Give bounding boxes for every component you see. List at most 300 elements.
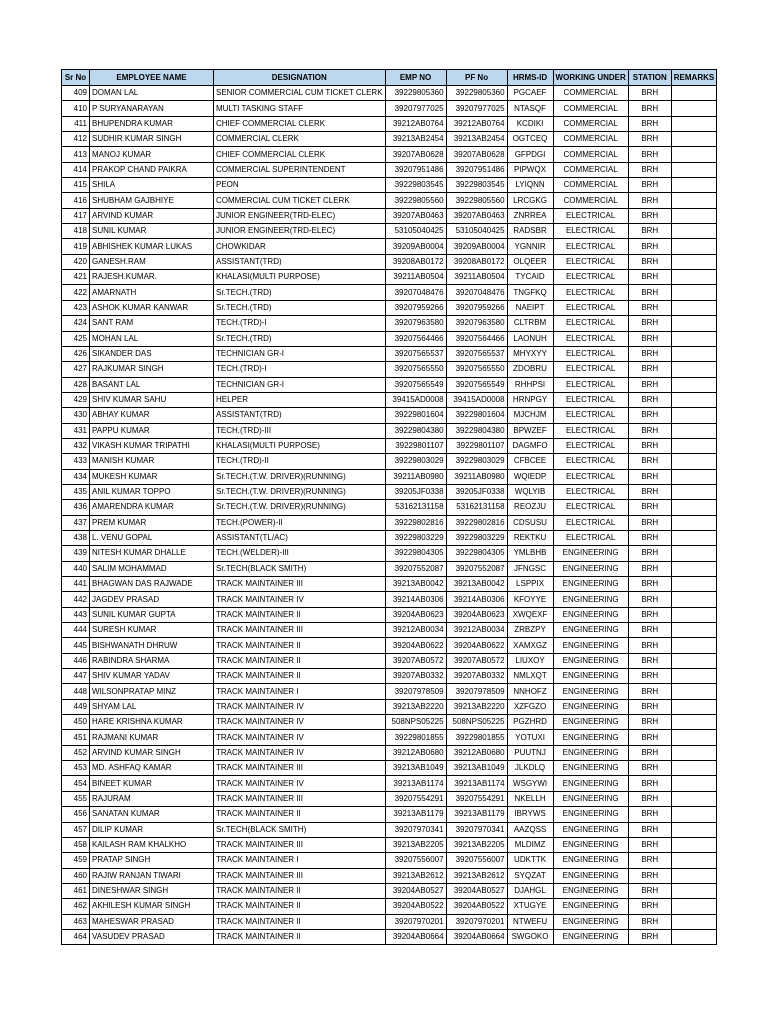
- pf-no-cell: 39213AB1179: [446, 807, 507, 822]
- working-under-cell: ELECTRICAL: [553, 300, 628, 315]
- remarks-cell: [671, 300, 716, 315]
- remarks-cell: [671, 178, 716, 193]
- remarks-cell: [671, 623, 716, 638]
- station-cell: BRH: [628, 178, 671, 193]
- working-under-cell: ELECTRICAL: [553, 515, 628, 530]
- emp-no-cell: 53105040425: [385, 224, 446, 239]
- designation-cell: SENIOR COMMERCIAL CUM TICKET CLERK: [214, 86, 386, 101]
- employee-name-cell: SUDHIR KUMAR SINGH: [90, 132, 214, 147]
- sr-no-cell: 458: [62, 837, 90, 852]
- employee-name-cell: GANESH.RAM: [90, 254, 214, 269]
- table-row: [62, 438, 717, 453]
- employee-name-cell: RABINDRA SHARMA: [90, 653, 214, 668]
- designation-cell: CHIEF COMMERCIAL CLERK: [214, 147, 386, 162]
- working-under-cell: ELECTRICAL: [553, 224, 628, 239]
- working-under-cell: COMMERCIAL: [553, 101, 628, 116]
- pf-no-cell: 39207AB0572: [446, 653, 507, 668]
- station-cell: BRH: [628, 530, 671, 545]
- station-cell: BRH: [628, 592, 671, 607]
- remarks-cell: [671, 745, 716, 760]
- designation-cell: TECHNICIAN GR-I: [214, 377, 386, 392]
- station-cell: BRH: [628, 270, 671, 285]
- emp-no-cell: 39204AB0527: [385, 883, 446, 898]
- emp-no-cell: 39207048476: [385, 285, 446, 300]
- hrms-id-cell: ZDOBRU: [507, 362, 553, 377]
- station-cell: BRH: [628, 392, 671, 407]
- designation-cell: TRACK MAINTAINER IV: [214, 592, 386, 607]
- employee-name-cell: SANT RAM: [90, 316, 214, 331]
- hrms-id-cell: NTASQF: [507, 101, 553, 116]
- station-cell: BRH: [628, 316, 671, 331]
- pf-no-cell: 39213AB2205: [446, 837, 507, 852]
- pf-no-cell: 39204AB0522: [446, 899, 507, 914]
- hrms-id-cell: MHYXYY: [507, 346, 553, 361]
- employee-name-cell: P SURYANARAYAN: [90, 101, 214, 116]
- sr-no-cell: 438: [62, 530, 90, 545]
- hrms-id-cell: PGZHRD: [507, 715, 553, 730]
- station-cell: BRH: [628, 730, 671, 745]
- pf-no-cell: 39207048476: [446, 285, 507, 300]
- pf-no-cell: 39207951486: [446, 162, 507, 177]
- table-row: [62, 577, 717, 592]
- designation-cell: CHIEF COMMERCIAL CLERK: [214, 116, 386, 131]
- employee-name-cell: SHIV KUMAR SAHU: [90, 392, 214, 407]
- pf-no-cell: 39229805560: [446, 193, 507, 208]
- designation-cell: TRACK MAINTAINER III: [214, 868, 386, 883]
- table-row: [62, 607, 717, 622]
- employee-name-cell: NITESH KUMAR DHALLE: [90, 546, 214, 561]
- station-cell: BRH: [628, 377, 671, 392]
- sr-no-cell: 456: [62, 807, 90, 822]
- emp-no-header: EMP NO: [385, 70, 446, 86]
- emp-no-cell: 39229802816: [385, 515, 446, 530]
- pf-no-cell: 39415AD0008: [446, 392, 507, 407]
- designation-header: DESIGNATION: [214, 70, 386, 86]
- pf-no-cell: 39205JF0338: [446, 484, 507, 499]
- working-under-cell: ENGINEERING: [553, 883, 628, 898]
- emp-no-cell: 39415AD0008: [385, 392, 446, 407]
- table-row: [62, 116, 717, 131]
- station-cell: BRH: [628, 438, 671, 453]
- station-cell: BRH: [628, 300, 671, 315]
- pf-no-cell: 39207978509: [446, 684, 507, 699]
- designation-cell: TRACK MAINTAINER II: [214, 669, 386, 684]
- employee-name-cell: SANATAN KUMAR: [90, 807, 214, 822]
- hrms-id-cell: JFNGSC: [507, 561, 553, 576]
- hrms-id-cell: SYQZAT: [507, 868, 553, 883]
- pf-no-cell: 39209AB0004: [446, 239, 507, 254]
- pf-no-cell: 39213AB2220: [446, 699, 507, 714]
- station-cell: BRH: [628, 423, 671, 438]
- working-under-cell: ENGINEERING: [553, 899, 628, 914]
- hrms-id-cell: OGTCEQ: [507, 132, 553, 147]
- sr-no-cell: 415: [62, 178, 90, 193]
- hrms-id-cell: XWQEXF: [507, 607, 553, 622]
- sr-no-cell: 434: [62, 469, 90, 484]
- emp-no-cell: 39207AB0572: [385, 653, 446, 668]
- working-under-cell: ELECTRICAL: [553, 331, 628, 346]
- working-under-cell: ELECTRICAL: [553, 438, 628, 453]
- sr-no-cell: 445: [62, 638, 90, 653]
- emp-no-cell: 39229804305: [385, 546, 446, 561]
- remarks-cell: [671, 377, 716, 392]
- remarks-cell: [671, 208, 716, 223]
- designation-cell: TRACK MAINTAINER II: [214, 607, 386, 622]
- remarks-cell: [671, 224, 716, 239]
- remarks-cell: [671, 822, 716, 837]
- station-cell: BRH: [628, 254, 671, 269]
- table-header-row: [62, 70, 717, 86]
- pf-no-cell: 39229801855: [446, 730, 507, 745]
- remarks-cell: [671, 914, 716, 929]
- emp-no-cell: 39212AB0680: [385, 745, 446, 760]
- emp-no-cell: 39213AB1179: [385, 807, 446, 822]
- table-row: [62, 316, 717, 331]
- emp-no-cell: 39207556007: [385, 853, 446, 868]
- remarks-cell: [671, 254, 716, 269]
- designation-cell: ASSISTANT(TRD): [214, 254, 386, 269]
- station-cell: BRH: [628, 561, 671, 576]
- hrms-id-cell: BPWZEF: [507, 423, 553, 438]
- station-cell: BRH: [628, 899, 671, 914]
- table-row: [62, 423, 717, 438]
- station-cell: BRH: [628, 868, 671, 883]
- emp-no-cell: 39207554291: [385, 791, 446, 806]
- station-cell: BRH: [628, 883, 671, 898]
- remarks-cell: [671, 899, 716, 914]
- designation-cell: TECH.(TRD)-I: [214, 316, 386, 331]
- pf-no-cell: 39229803029: [446, 454, 507, 469]
- employee-name-cell: BHAGWAN DAS RAJWADE: [90, 577, 214, 592]
- employee-name-cell: ABHISHEK KUMAR LUKAS: [90, 239, 214, 254]
- working-under-cell: ENGINEERING: [553, 853, 628, 868]
- emp-no-cell: 39204AB0623: [385, 607, 446, 622]
- table-row: [62, 254, 717, 269]
- employee-name-cell: SALIM MOHAMMAD: [90, 561, 214, 576]
- sr-no-cell: 410: [62, 101, 90, 116]
- hrms-id-cell: DJAHGL: [507, 883, 553, 898]
- employee-name-cell: ARVIND KUMAR: [90, 208, 214, 223]
- remarks-cell: [671, 147, 716, 162]
- table-row: [62, 285, 717, 300]
- station-cell: BRH: [628, 699, 671, 714]
- pf-no-cell: 39229805360: [446, 86, 507, 101]
- table-row: [62, 699, 717, 714]
- pf-no-cell: 39207970341: [446, 822, 507, 837]
- employee-name-cell: WILSONPRATAP MINZ: [90, 684, 214, 699]
- employee-name-cell: BHUPENDRA KUMAR: [90, 116, 214, 131]
- employee-name-cell: RAJESH.KUMAR.: [90, 270, 214, 285]
- emp-no-cell: 39207963580: [385, 316, 446, 331]
- table-row: [62, 178, 717, 193]
- working-under-cell: ELECTRICAL: [553, 239, 628, 254]
- station-cell: BRH: [628, 669, 671, 684]
- table-row: [62, 822, 717, 837]
- emp-no-cell: 39207970341: [385, 822, 446, 837]
- remarks-cell: [671, 607, 716, 622]
- employee-name-cell: MANISH KUMAR: [90, 454, 214, 469]
- pf-no-cell: 39204AB0623: [446, 607, 507, 622]
- emp-no-cell: 508NPS05225: [385, 715, 446, 730]
- employee-name-cell: L. VENU GOPAL: [90, 530, 214, 545]
- table-row: [62, 638, 717, 653]
- remarks-cell: [671, 408, 716, 423]
- hrms-id-cell: WQIEDP: [507, 469, 553, 484]
- emp-no-cell: 39229803545: [385, 178, 446, 193]
- sr-no-cell: 449: [62, 699, 90, 714]
- station-cell: BRH: [628, 239, 671, 254]
- working-under-cell: ENGINEERING: [553, 638, 628, 653]
- table-row: [62, 807, 717, 822]
- emp-no-cell: 39213AB2612: [385, 868, 446, 883]
- table-row: [62, 208, 717, 223]
- sr-no-cell: 431: [62, 423, 90, 438]
- employee-name-cell: BINEET KUMAR: [90, 776, 214, 791]
- hrms-id-cell: YOTUXI: [507, 730, 553, 745]
- sr-no-cell: 426: [62, 346, 90, 361]
- working-under-cell: ENGINEERING: [553, 669, 628, 684]
- designation-cell: TRACK MAINTAINER II: [214, 899, 386, 914]
- pf-no-cell: 39207556007: [446, 853, 507, 868]
- designation-cell: TRACK MAINTAINER IV: [214, 730, 386, 745]
- hrms-id-cell: LSPPIX: [507, 577, 553, 592]
- emp-no-cell: 39207977025: [385, 101, 446, 116]
- employee-name-cell: AMARENDRA KUMAR: [90, 500, 214, 515]
- pf-no-cell: 39207AB0463: [446, 208, 507, 223]
- working-under-cell: ENGINEERING: [553, 577, 628, 592]
- emp-no-cell: 39207AB0628: [385, 147, 446, 162]
- emp-no-cell: 39229805360: [385, 86, 446, 101]
- emp-no-cell: 39229803029: [385, 454, 446, 469]
- remarks-cell: [671, 730, 716, 745]
- designation-cell: PEON: [214, 178, 386, 193]
- emp-no-cell: 39207AB0463: [385, 208, 446, 223]
- station-cell: BRH: [628, 623, 671, 638]
- designation-cell: Sr.TECH(BLACK SMITH): [214, 822, 386, 837]
- working-under-cell: COMMERCIAL: [553, 116, 628, 131]
- designation-cell: TRACK MAINTAINER III: [214, 623, 386, 638]
- working-under-cell: COMMERCIAL: [553, 132, 628, 147]
- hrms-id-cell: PGCAEF: [507, 86, 553, 101]
- pf-no-cell: 39214AB0306: [446, 592, 507, 607]
- sr-no-cell: 461: [62, 883, 90, 898]
- table-row: [62, 515, 717, 530]
- designation-cell: TRACK MAINTAINER II: [214, 914, 386, 929]
- employee-name-cell: RAJMANI KUMAR: [90, 730, 214, 745]
- designation-cell: TRACK MAINTAINER II: [214, 929, 386, 944]
- working-under-cell: ENGINEERING: [553, 684, 628, 699]
- table-row: [62, 853, 717, 868]
- table-row: [62, 669, 717, 684]
- table-row: [62, 500, 717, 515]
- emp-no-cell: 39213AB2220: [385, 699, 446, 714]
- table-row: [62, 745, 717, 760]
- designation-cell: TRACK MAINTAINER IV: [214, 715, 386, 730]
- working-under-cell: ELECTRICAL: [553, 469, 628, 484]
- pf-no-cell: 39207565549: [446, 377, 507, 392]
- sr-no-cell: 450: [62, 715, 90, 730]
- emp-no-cell: 39207959266: [385, 300, 446, 315]
- station-cell: BRH: [628, 761, 671, 776]
- pf-no-cell: 39229803545: [446, 178, 507, 193]
- pf-no-cell: 39229802816: [446, 515, 507, 530]
- working-under-cell: ENGINEERING: [553, 592, 628, 607]
- hrms-id-cell: JLKDLQ: [507, 761, 553, 776]
- station-cell: BRH: [628, 546, 671, 561]
- working-under-cell: ELECTRICAL: [553, 270, 628, 285]
- table-row: [62, 684, 717, 699]
- station-cell: BRH: [628, 193, 671, 208]
- hrms-id-cell: UDKTTK: [507, 853, 553, 868]
- employee-name-cell: PAPPU KUMAR: [90, 423, 214, 438]
- emp-no-cell: 39229805560: [385, 193, 446, 208]
- designation-cell: TRACK MAINTAINER III: [214, 791, 386, 806]
- employee-name-cell: ARVIND KUMAR SINGH: [90, 745, 214, 760]
- remarks-cell: [671, 546, 716, 561]
- table-row: [62, 761, 717, 776]
- pf-no-cell: 39207977025: [446, 101, 507, 116]
- employee-name-cell: SHYAM LAL: [90, 699, 214, 714]
- station-cell: BRH: [628, 331, 671, 346]
- employee-name-cell: MANOJ KUMAR: [90, 147, 214, 162]
- table-row: [62, 776, 717, 791]
- pf-no-cell: 39211AB0980: [446, 469, 507, 484]
- remarks-cell: [671, 270, 716, 285]
- pf-no-cell: 53105040425: [446, 224, 507, 239]
- sr-no-cell: 432: [62, 438, 90, 453]
- hrms-id-cell: PUUTNJ: [507, 745, 553, 760]
- remarks-cell: [671, 868, 716, 883]
- emp-no-cell: 39207978509: [385, 684, 446, 699]
- sr-no-cell: 433: [62, 454, 90, 469]
- employee-name-cell: DINESHWAR SINGH: [90, 883, 214, 898]
- pf-no-cell: 39207564466: [446, 331, 507, 346]
- emp-no-cell: 39213AB0042: [385, 577, 446, 592]
- pf-no-cell: 39213AB1174: [446, 776, 507, 791]
- table-row: [62, 791, 717, 806]
- designation-cell: TRACK MAINTAINER II: [214, 638, 386, 653]
- pf-no-cell: 39207554291: [446, 791, 507, 806]
- sr-no-cell: 409: [62, 86, 90, 101]
- table-row: [62, 270, 717, 285]
- sr-no-cell: 420: [62, 254, 90, 269]
- sr-no-cell: 435: [62, 484, 90, 499]
- station-cell: BRH: [628, 162, 671, 177]
- pf-no-cell: 39207959266: [446, 300, 507, 315]
- emp-no-cell: 39229801107: [385, 438, 446, 453]
- employee-name-cell: RAJKUMAR SINGH: [90, 362, 214, 377]
- employee-name-cell: JAGDEV PRASAD: [90, 592, 214, 607]
- working-under-cell: ELECTRICAL: [553, 530, 628, 545]
- hrms-id-cell: MLDIMZ: [507, 837, 553, 852]
- remarks-cell: [671, 653, 716, 668]
- designation-cell: Sr.TECH(BLACK SMITH): [214, 561, 386, 576]
- employee-table: [61, 69, 717, 945]
- hrms-id-cell: XAMXGZ: [507, 638, 553, 653]
- working-under-cell: COMMERCIAL: [553, 162, 628, 177]
- pf-no-cell: 39207565550: [446, 362, 507, 377]
- hrms-id-cell: GFPDGI: [507, 147, 553, 162]
- pf-no-cell: 39229803229: [446, 530, 507, 545]
- pf-no-cell: 39207565537: [446, 346, 507, 361]
- station-cell: BRH: [628, 914, 671, 929]
- table-row: [62, 929, 717, 944]
- working-under-cell: ENGINEERING: [553, 776, 628, 791]
- employee-name-cell: AMARNATH: [90, 285, 214, 300]
- pf-no-cell: 39204AB0664: [446, 929, 507, 944]
- working-under-cell: ELECTRICAL: [553, 362, 628, 377]
- designation-cell: COMMERCIAL CLERK: [214, 132, 386, 147]
- working-under-cell: COMMERCIAL: [553, 193, 628, 208]
- hrms-id-cell: RADSBR: [507, 224, 553, 239]
- employee-name-cell: MUKESH KUMAR: [90, 469, 214, 484]
- sr-no-cell: 414: [62, 162, 90, 177]
- hrms-id-cell: ZNRREA: [507, 208, 553, 223]
- station-cell: BRH: [628, 807, 671, 822]
- employee-name-cell: DOMAN LAL: [90, 86, 214, 101]
- emp-no-cell: 39207565549: [385, 377, 446, 392]
- emp-no-cell: 39207AB0332: [385, 669, 446, 684]
- emp-no-cell: 39213AB2205: [385, 837, 446, 852]
- employee-name-cell: VASUDEV PRASAD: [90, 929, 214, 944]
- sr-no-header: Sr No: [62, 70, 90, 86]
- table-row: [62, 715, 717, 730]
- remarks-cell: [671, 791, 716, 806]
- hrms-id-cell: LIUXOY: [507, 653, 553, 668]
- remarks-cell: [671, 423, 716, 438]
- station-cell: BRH: [628, 653, 671, 668]
- station-cell: BRH: [628, 101, 671, 116]
- hrms-id-cell: REKTKU: [507, 530, 553, 545]
- employee-name-cell: SIKANDER DAS: [90, 346, 214, 361]
- table-row: [62, 899, 717, 914]
- sr-no-cell: 455: [62, 791, 90, 806]
- table-row: [62, 377, 717, 392]
- table-row: [62, 346, 717, 361]
- hrms-id-cell: XZFGZO: [507, 699, 553, 714]
- sr-no-cell: 422: [62, 285, 90, 300]
- sr-no-cell: 424: [62, 316, 90, 331]
- sr-no-cell: 411: [62, 116, 90, 131]
- remarks-cell: [671, 469, 716, 484]
- station-cell: BRH: [628, 929, 671, 944]
- table-row: [62, 392, 717, 407]
- emp-no-cell: 53162131158: [385, 500, 446, 515]
- emp-no-cell: 39213AB1174: [385, 776, 446, 791]
- emp-no-cell: 39213AB2454: [385, 132, 446, 147]
- designation-cell: TRACK MAINTAINER III: [214, 837, 386, 852]
- emp-no-cell: 39209AB0004: [385, 239, 446, 254]
- working-under-cell: COMMERCIAL: [553, 147, 628, 162]
- remarks-cell: [671, 101, 716, 116]
- working-under-cell: ELECTRICAL: [553, 392, 628, 407]
- employee-name-cell: AKHILESH KUMAR SINGH: [90, 899, 214, 914]
- station-cell: BRH: [628, 822, 671, 837]
- remarks-cell: [671, 239, 716, 254]
- table-row: [62, 837, 717, 852]
- employee-name-cell: MOHAN LAL: [90, 331, 214, 346]
- remarks-cell: [671, 346, 716, 361]
- working-under-cell: COMMERCIAL: [553, 86, 628, 101]
- hrms-id-cell: LYIQNN: [507, 178, 553, 193]
- employee-name-cell: PRATAP SINGH: [90, 853, 214, 868]
- employee-name-cell: VIKASH KUMAR TRIPATHI: [90, 438, 214, 453]
- emp-no-cell: 39211AB0980: [385, 469, 446, 484]
- working-under-cell: COMMERCIAL: [553, 178, 628, 193]
- sr-no-cell: 444: [62, 623, 90, 638]
- designation-cell: TRACK MAINTAINER II: [214, 653, 386, 668]
- station-cell: BRH: [628, 116, 671, 131]
